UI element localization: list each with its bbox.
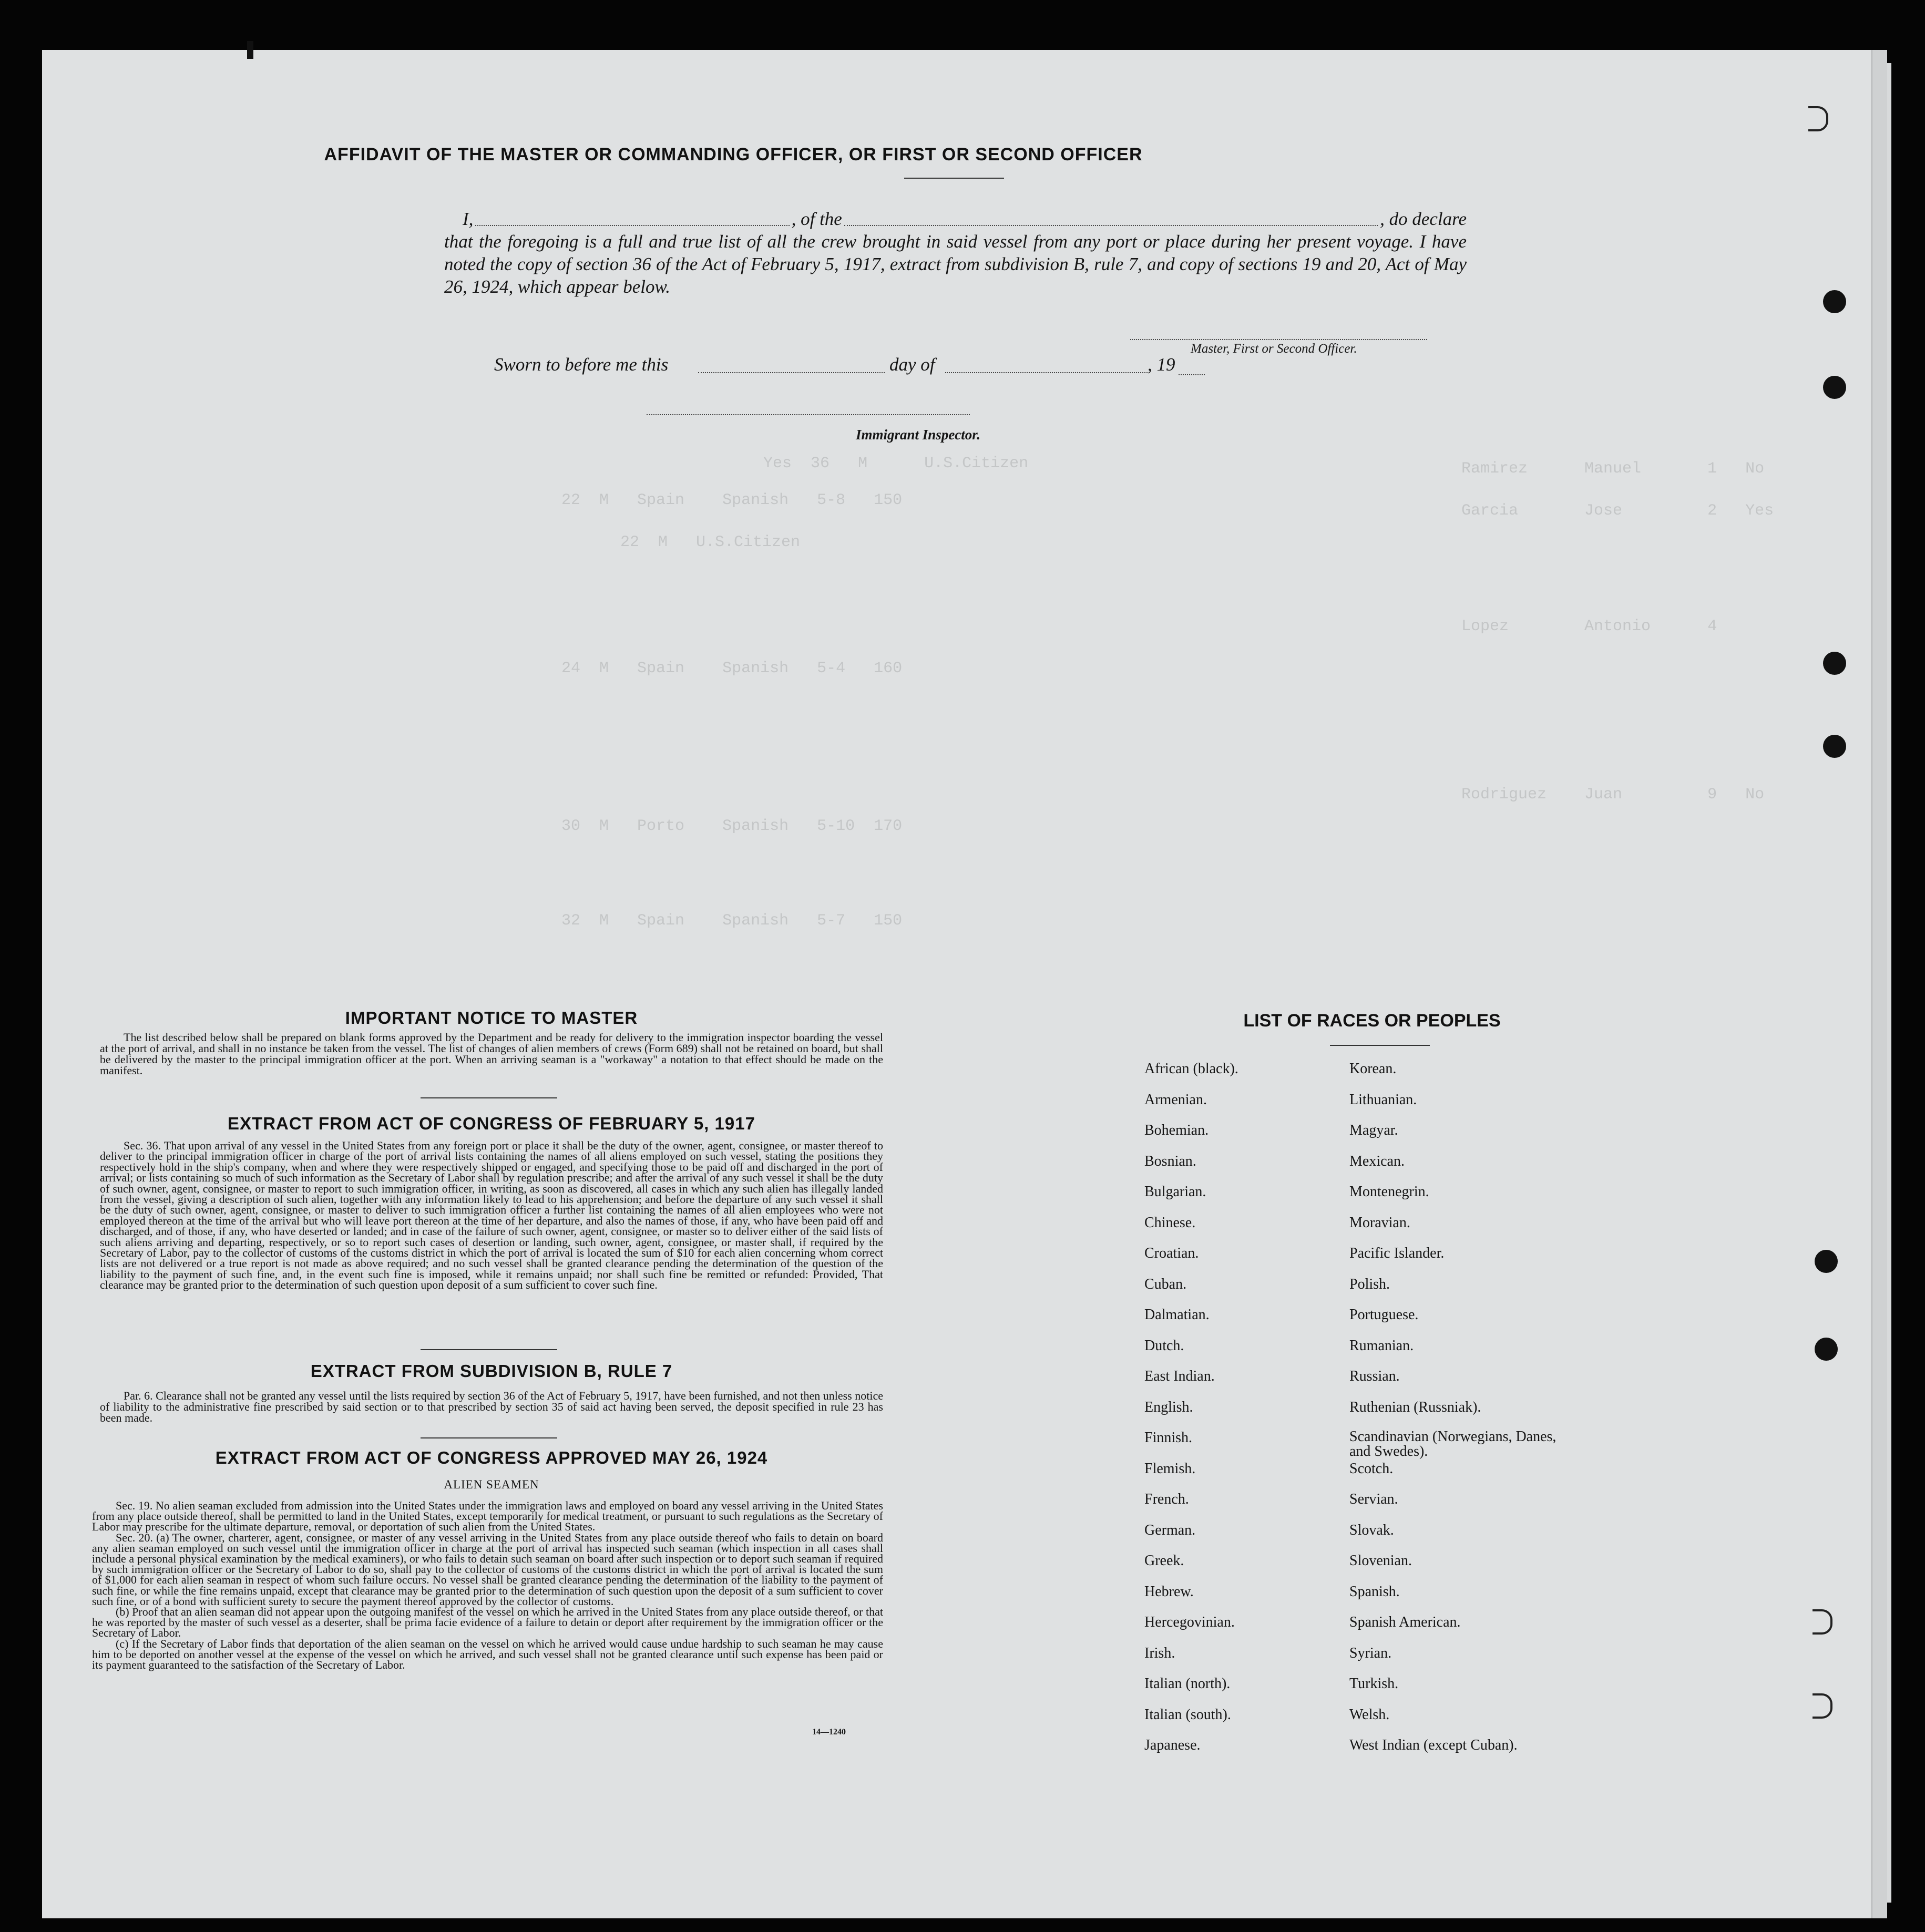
affidavit-body <box>444 208 1467 298</box>
list-item: Polish. <box>1349 1276 1390 1292</box>
page-edge <box>1887 63 1891 1903</box>
list-item: Greek. <box>1144 1553 1184 1569</box>
bleed-through: 22 M U.S.Citizen <box>620 533 801 551</box>
list-item: Lithuanian. <box>1349 1091 1417 1108</box>
divider <box>421 1349 557 1350</box>
list-item: Japanese. <box>1144 1737 1201 1753</box>
list-item: Turkish. <box>1349 1676 1399 1692</box>
punch-hole <box>1815 1250 1838 1273</box>
list-item: Dutch. <box>1144 1337 1184 1354</box>
section-20b: (b) Proof that an alien seaman did not appear upon the outgoing manifest of the vessel on which he arrived in the United States from any place outside thereof, or that he was reported by the master of such vessel as a deserter, shall be prima facie evidence of a failure to detain or deport after requirement by the immigration officer or the Secretary of Labor. <box>92 1605 883 1640</box>
list-item: Magyar. <box>1349 1122 1398 1138</box>
name-blank <box>475 225 789 226</box>
day-blank <box>698 372 885 373</box>
list-item: East Indian. <box>1144 1368 1215 1384</box>
master-caption: Master, First or Second Officer. <box>1191 342 1357 356</box>
bleed-through: Yes 36 M U.S.Citizen <box>631 455 1029 472</box>
extract-rule7-body: Par. 6. Clearance shall not be granted any vessel until the lists required by section 36 of the Act of February 5, 1917, have been furnished, and not then unless notice of liability to the administrative fine prescribed by said section or to that prescribed by section 35 of said act having been served, the deposit specified in rule 23 has been made. <box>100 1389 883 1424</box>
punch-hole <box>1823 376 1846 399</box>
list-item: Scotch. <box>1349 1460 1394 1477</box>
extract-1917-title: EXTRACT FROM ACT OF CONGRESS OF FEBRUARY 5, 1917 <box>228 1114 755 1133</box>
list-item: Korean. <box>1349 1061 1397 1077</box>
sworn-prefix: Sworn to before me this <box>494 354 669 375</box>
scan-mark <box>247 41 253 59</box>
sworn-day-of: day of <box>889 354 935 375</box>
list-item: Scandinavian (Norwegians, Danes, and Swedes). <box>1349 1429 1557 1460</box>
list-item: Hebrew. <box>1144 1583 1194 1600</box>
list-item: French. <box>1144 1491 1189 1507</box>
list-item: Flemish. <box>1144 1460 1196 1477</box>
bleed-through: 24 M Spain Spanish 5-4 160 <box>505 660 903 677</box>
master-signature-line <box>1130 339 1427 340</box>
extract-1924-body <box>92 1501 883 1670</box>
inspector-caption: Immigrant Inspector. <box>856 427 981 443</box>
list-item: Montenegrin. <box>1349 1184 1429 1200</box>
list-item: Syrian. <box>1349 1645 1392 1661</box>
list-item: Spanish American. <box>1349 1614 1461 1630</box>
list-item: Irish. <box>1144 1645 1175 1661</box>
list-item: Russian. <box>1349 1368 1400 1384</box>
punch-hole <box>1808 106 1828 131</box>
bleed-through: 30 M Porto Spanish 5-10 170 <box>505 817 903 835</box>
affidavit-title: AFFIDAVIT OF THE MASTER OR COMMANDING OFFICER, OR FIRST OR SECOND OFFICER <box>324 145 1143 165</box>
inspector-signature-line <box>647 414 970 415</box>
races-list-left <box>1144 1061 1344 1768</box>
extract-1924-subtitle: ALIEN SEAMEN <box>444 1478 539 1491</box>
races-title: LIST OF RACES OR PEOPLES <box>1243 1011 1501 1031</box>
affidavit-declaration-line <box>444 208 1467 230</box>
affidavit-do-declare: , do declare <box>1380 209 1467 229</box>
list-item: Bohemian. <box>1144 1122 1209 1138</box>
affidavit-statement: that the foregoing is a full and true list of all the crew brought in said vessel from any port or place during her present voyage. I have noted the copy of section 36 of the Act of February 5, 1917, extract from subdivision B, rule 7, and copy of sections 19 and 20, Act of May 26, 1924, which appear below. <box>444 231 1467 297</box>
section-19: Sec. 19. No alien seaman excluded from admission into the United States under the immigration laws and employed on board any vessel arriving in the United States from any place outside thereof, shall be permitted to land in the United States, except temporarily for medical treatment, or pursuant to such regulations as the Secretary of Labor may prescribe for the ultimate departure, removal, or deportation of such alien from the United States. <box>92 1499 883 1534</box>
list-item: Armenian. <box>1144 1091 1207 1108</box>
notice-body: The list described below shall be prepared on blank forms approved by the Department and be ready for delivery to the immigration inspector boarding the vessel at the port of arrival, and shall in no instance be taken from the vessel. The list of changes of alien members of crews (Form 689) shall not be retained on board, but shall be delivered by the master to the principal immigration officer at the port. When an arriving seaman is a "workaway" a notation to that effect should be made on the manifest. <box>100 1031 883 1077</box>
punch-hole <box>1823 290 1846 313</box>
notice-title: IMPORTANT NOTICE TO MASTER <box>345 1008 638 1027</box>
list-item: West Indian (except Cuban). <box>1349 1737 1518 1753</box>
list-item: Bulgarian. <box>1144 1184 1206 1200</box>
list-item: Italian (south). <box>1144 1706 1231 1723</box>
list-item: Cuban. <box>1144 1276 1187 1292</box>
affidavit-of-the: , of the <box>791 209 842 229</box>
list-item: Rumanian. <box>1349 1337 1414 1354</box>
bleed-through: Ramirez Manuel 1 No <box>1461 460 1765 478</box>
punch-hole <box>1813 1693 1832 1719</box>
list-item: Bosnian. <box>1144 1153 1196 1169</box>
list-item: Spanish. <box>1349 1583 1400 1600</box>
bleed-through: 32 M Spain Spanish 5-7 150 <box>505 912 903 930</box>
divider <box>904 178 1004 179</box>
list-item: Mexican. <box>1349 1153 1405 1169</box>
list-item: Italian (north). <box>1144 1676 1231 1692</box>
bleed-through: Lopez Antonio 4 <box>1461 618 1717 635</box>
punch-hole <box>1823 652 1846 675</box>
list-item: Dalmatian. <box>1144 1307 1210 1323</box>
extract-1917-body: Sec. 36. That upon arrival of any vessel in the United States from any foreign port or place it shall be the duty of the owner, agent, consignee, or master thereof to deliver to the principal immigration officer in charge of the port of arrival lists containing the names of all aliens employed on such vessel, stating the positions they respectively hold in the ship's company, when and where they were respectively shipped or engaged, and specifying those to be paid off and discharged in the port of arrival; or lists containing so much of such information as the Secretary of Labor shall by regulation prescribe; and after the arrival of any such vessel it shall be the duty of such owner, agent, consignee, or master to report to such immigration officer, in writing, as soon as discovered, all cases in which any such alien has illegally landed from the vessel, giving a description of such alien, together with any information likely to lead to his apprehension; and before the departure of any such vessel it shall be the duty of such owner, agent, consignee, or master to deliver to such immigration officer a further list containing the names of all alien employees who were not employed thereon at the time of the arrival but who will leave port thereon at the time of her departure, and also the names of those, if any, who have been paid off and discharged, and of those, if any, who have deserted or landed; and in case of the failure of such owner, agent, consignee, or master so to deliver either of the said lists of such aliens arriving and departing, respectively, or so to report such cases of desertion or landing, such owner, agent, consignee, or master shall, if required by the Secretary of Labor, pay to the collector of customs of the customs district in which the port of arrival is located the sum of $10 for each alien concerning whom correct lists are not delivered or a true report is not made as above required; and no such vessel shall be granted clearance pending the determination of the question of the liability to the payment of such fine, and, in the event such fine is imposed, while it remains unpaid; nor shall such fine be remitted or refunded: Provided, That clearance may be granted prior to the determination of such question upon deposit of a sum sufficient to cover such fine. <box>100 1139 883 1292</box>
divider <box>421 1437 557 1438</box>
list-item: African (black). <box>1144 1061 1238 1077</box>
section-20c: (c) If the Secretary of Labor finds that deportation of the alien seaman on the vessel on which he arrived would cause undue hardship to such seaman he may cause him to be deported on another vessel at the expense of the vessel on which he arrived, and such vessel shall not be granted clearance until such expense has been paid or its payment guaranteed to the satisfaction of the Secretary of Labor. <box>92 1637 883 1672</box>
list-item: Welsh. <box>1349 1706 1390 1723</box>
vessel-blank <box>844 225 1378 226</box>
races-list-right <box>1349 1061 1570 1768</box>
list-item: Chinese. <box>1144 1214 1196 1231</box>
divider <box>421 1097 557 1098</box>
list-item: Pacific Islander. <box>1349 1245 1445 1261</box>
divider <box>1330 1045 1430 1046</box>
month-blank <box>945 372 1148 373</box>
list-item: Slovak. <box>1349 1522 1394 1538</box>
form-number: 14—1240 <box>812 1728 846 1736</box>
list-item: Slovenian. <box>1349 1553 1412 1569</box>
page-edge <box>1871 50 1887 1918</box>
extract-rule7-title: EXTRACT FROM SUBDIVISION B, RULE 7 <box>310 1361 673 1381</box>
bleed-through: 22 M Spain Spanish 5-8 150 <box>505 491 903 509</box>
year-blank <box>1179 374 1205 375</box>
list-item: Servian. <box>1349 1491 1398 1507</box>
list-item: English. <box>1144 1399 1193 1415</box>
bleed-through: Garcia Jose 2 Yes <box>1461 502 1774 520</box>
list-item: Portuguese. <box>1349 1307 1419 1323</box>
list-item: Croatian. <box>1144 1245 1199 1261</box>
punch-hole <box>1813 1609 1832 1635</box>
punch-hole <box>1823 735 1846 758</box>
extract-1924-title: EXTRACT FROM ACT OF CONGRESS APPROVED MAY 26, 1924 <box>215 1448 768 1467</box>
list-item: Moravian. <box>1349 1214 1410 1231</box>
list-item: Ruthenian (Russniak). <box>1349 1399 1481 1415</box>
affidavit-i: I, <box>463 209 474 229</box>
list-item: Hercegovinian. <box>1144 1614 1235 1630</box>
sworn-year: , 19 <box>1148 354 1175 375</box>
sworn-line <box>494 354 668 375</box>
bleed-through: Rodriguez Juan 9 No <box>1461 786 1765 804</box>
section-20a: Sec. 20. (a) The owner, charterer, agent, consignee, or master of any vessel arriving in the United States from any place outside thereof who fails to detain on board any alien seaman employed on such vessel until the immigration officer in charge at the port of arrival has inspected such seaman (which inspection in all cases shall include a personal physical examination by the medical examiners), or who fails to detain such seaman on board after such inspection or to deport such seaman if required by such immigration officer or the Secretary of Labor to do so, shall pay to the collector of customs of the customs district in which the port of arrival is located the sum of $1,000 for each alien seaman in respect of whom such failure occurs. No vessel shall be granted clearance pending the determination of the liability to the payment of such fine, or while the fine remains unpaid, except that clearance may be granted prior to the determination of such question upon the deposit of a sum sufficient to cover such fine, or of a bond with sufficient surety to secure the payment thereof approved by the collector of customs. <box>92 1530 883 1608</box>
list-item: German. <box>1144 1522 1196 1538</box>
list-item: Finnish. <box>1144 1430 1193 1446</box>
punch-hole <box>1815 1338 1838 1361</box>
